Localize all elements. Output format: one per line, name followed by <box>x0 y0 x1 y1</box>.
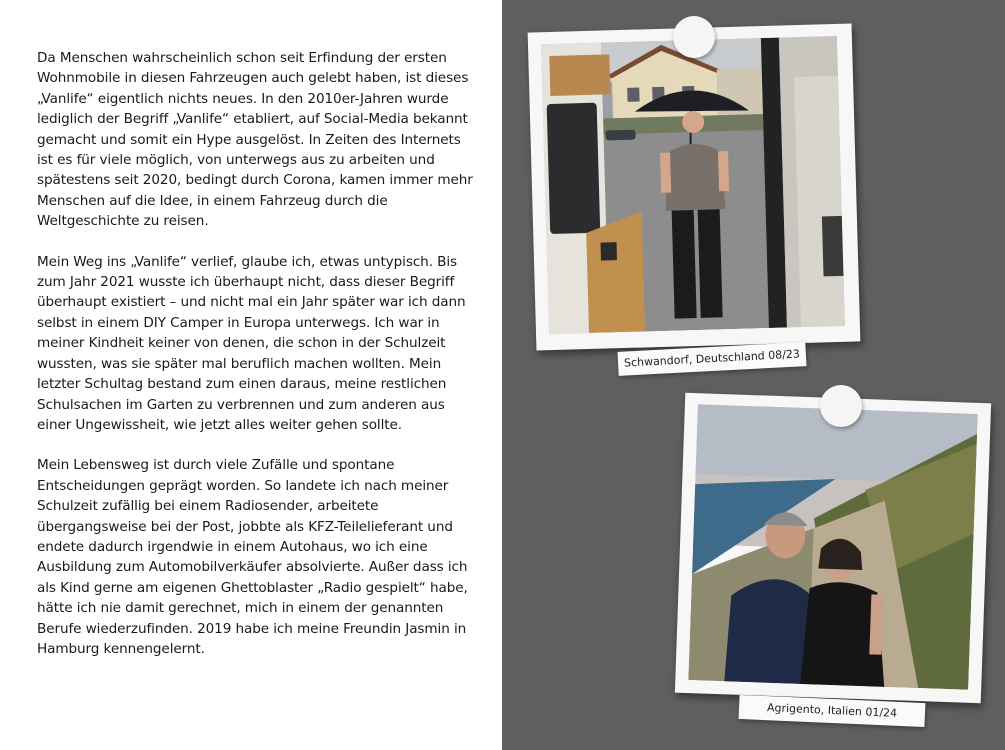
photo-van-door <box>541 36 845 334</box>
paragraph-1: Da Menschen wahrscheinlich schon seit Erfindung der ersten Wohnmobile in diesen Fahrzeugen auch gelebt haben, ist dieses „Vanlife“ eigentlich nichts neues. In den 2010er-Jahren wurde lediglich der Begriff „Vanlife“ etabliert, auf Social-Media bekannt gemacht und somit ein Hype ausgelöst. In Zeiten des Internets ist es für viele möglich, von unterwegs aus zu arbeiten und spätestens seit 2020, bedingt durch Corona, kamen immer mehr Menschen auf die Idee, in einem Fahrzeug durch die Weltgeschichte zu reisen. <box>37 50 473 230</box>
photo-caption-1: Schwandorf, Deutschland 08/23 <box>618 342 807 376</box>
photo-pin-1 <box>673 16 715 58</box>
polaroid-photo-van <box>528 24 861 351</box>
left-page <box>0 0 502 750</box>
photo-caption-2: Agrigento, Italien 01/24 <box>739 695 926 727</box>
polaroid-photo-selfie <box>675 393 991 703</box>
paragraph-2: Mein Weg ins „Vanlife“ verlief, glaube ich, etwas untypisch. Bis zum Jahr 2021 wusste ich überhaupt nicht, dass dieser Begriff überhaupt existiert – und nicht mal ein Jahr später war ich dann selbst in einem DIY Camper in Europa unterwegs. Ich war in meiner Kindheit keiner von denen, die schon in der Schulzeit wussten, was sie später mal beruflich machen wollten. Mein letzter Schultag bestand zum einen daraus, meine restlichen Schulsachen im Garten zu verbrennen und zum anderen aus einer Ungewissheit, wie jetzt alles weiter gehen sollte. <box>37 253 466 433</box>
body-text <box>37 48 477 679</box>
paragraph-3: Mein Lebensweg ist durch viele Zufälle und spontane Entscheidungen geprägt worden. So landete ich nach meiner Schulzeit zufällig bei einem Radiosender, arbeitete übergangsweise bei der Post, jobbte als KFZ-Teilelieferant und endete dadurch irgendwie in einem Autohaus, wo ich eine Ausbildung zum Automobilverkäufer absolvierte. Außer dass ich als Kind gerne am eigenen Ghettoblaster „Radio gespielt“ habe, hätte ich nie damit gerechnet, mich in einem der genannten Berufe wiederzufinden. 2019 habe ich meine Freundin Jasmin in Hamburg kennengelernt. <box>37 457 468 657</box>
photo-selfie-couple <box>688 404 977 690</box>
photo-pin-2 <box>820 385 862 427</box>
right-page <box>502 0 1005 750</box>
